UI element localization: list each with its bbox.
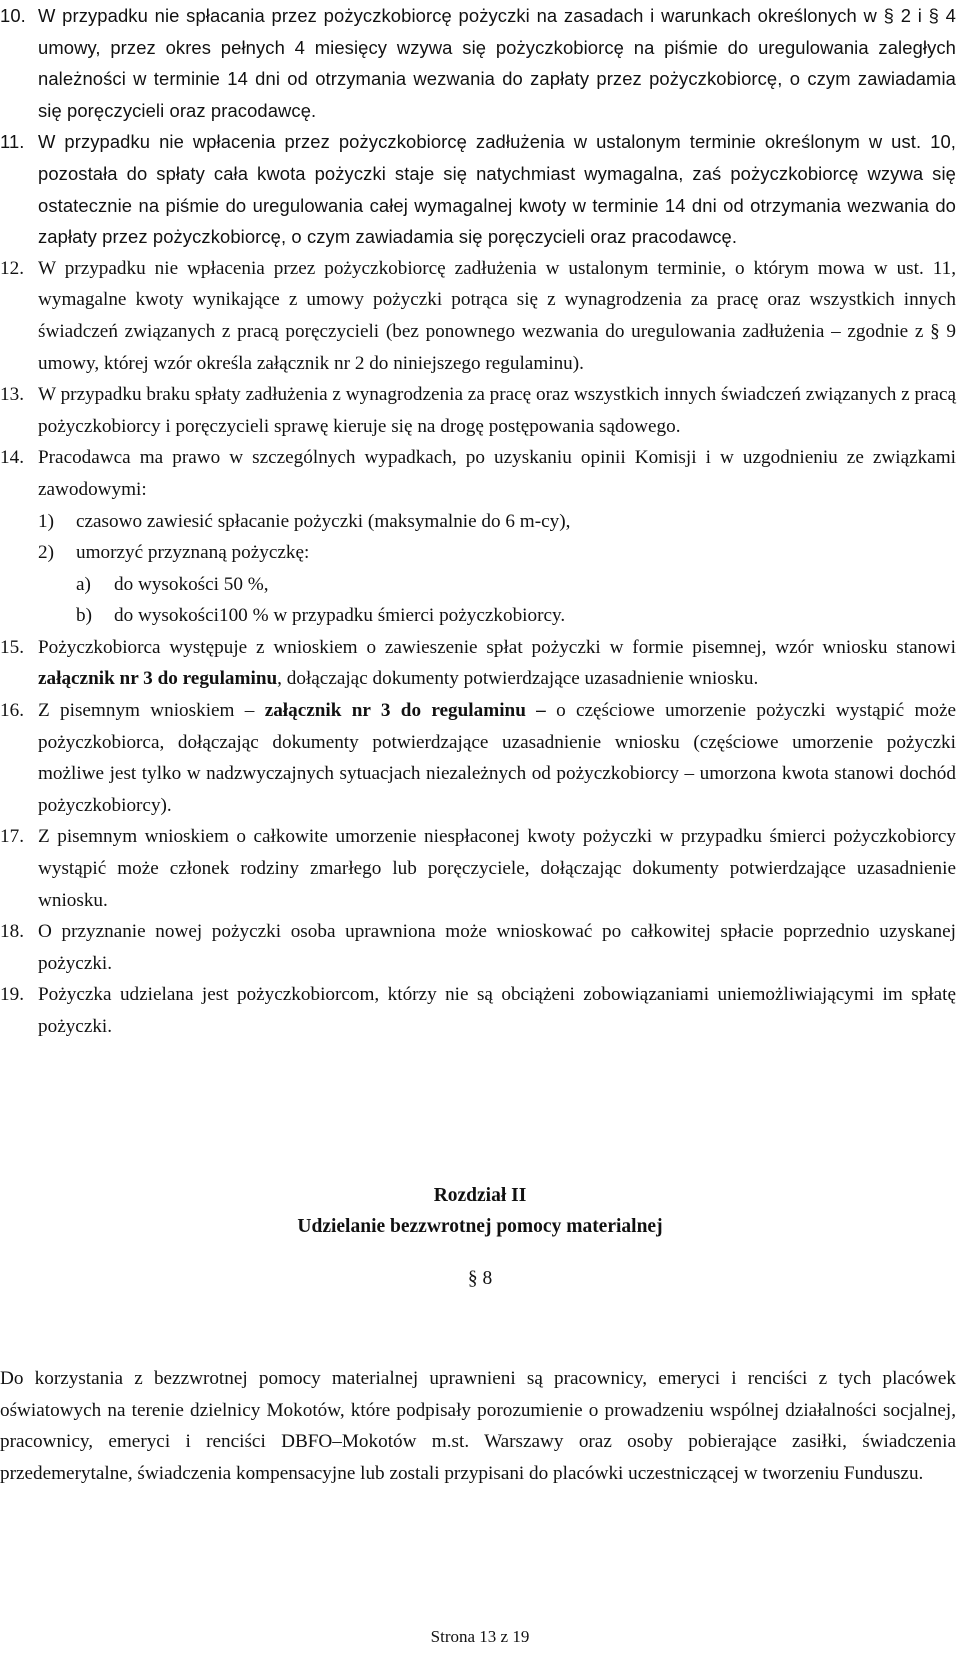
item-number: 18. <box>0 921 24 943</box>
item-text: W przypadku nie wpłacenia przez pożyczkobiorcę zadłużenia w ustalonym terminie określonym w ust. 10, pozostała do spłaty cała kwota pożyczki staje się natychmiast wymagalna, zaś pożyczkobiorcę wzywa się ostatecznie na piśmie do uregulowania całej wymagalnej kwoty w terminie 14 dni od otrzymania wezwania do zapłaty przez pożyczkobiorcę, o czym zawiadamia się poręczycieli oraz pracodawcę. <box>38 131 956 248</box>
item-number: 15. <box>0 636 24 658</box>
sub-sub-item-text: do wysokości 50 %, <box>114 573 269 595</box>
item-number: 14. <box>0 447 24 469</box>
list-item-16 <box>0 695 956 821</box>
chapter-title: Rozdział II <box>433 1185 527 1206</box>
list-item-17 <box>0 821 956 916</box>
item-number: 19. <box>0 984 24 1006</box>
item-text: O przyznanie nowej pożyczki osoba uprawniona może wnioskować po całkowitej spłacie poprzednio uzyskanej pożyczki. <box>38 921 956 974</box>
item-number: 11. <box>0 131 25 153</box>
page-number: Strona 13 z 19 <box>430 1627 530 1646</box>
item-number: 12. <box>0 257 24 279</box>
item-text: Z pisemnym wnioskiem o całkowite umorzenie niespłaconej kwoty pożyczki w przypadku śmierci pożyczkobiorcy wystąpić może członek rodziny zmarłego lub poręczyciele, dołączając dokumenty potwierdzające uzasadnienie wniosku. <box>38 826 956 911</box>
section-sign: § 8 <box>467 1268 493 1289</box>
sub-item-text: umorzyć przyznaną pożyczkę: <box>76 542 310 564</box>
item-number: 13. <box>0 384 24 406</box>
list-item-14 <box>0 442 956 632</box>
list-item-19 <box>0 979 956 1042</box>
sub-item-text: czasowo zawiesić spłacanie pożyczki (maksymalnie do 6 m-cy), <box>76 510 571 532</box>
item-text: W przypadku nie wpłacenia przez pożyczkobiorcę zadłużenia w ustalonym terminie, o którym mowa w ust. 11, wymagalne kwoty wynikające z umowy pożyczki potrąca się z wynagrodzenia za pracę oraz wszystkich innych świadczeń związanych z pracą poręczycieli (bez ponownego wezwania do uregulowania zadłużenia – zgodnie z § 9 umowy, której wzór określa załącznik nr 2 do niniejszego regulaminu). <box>38 257 956 374</box>
item-text: Pożyczka udzielana jest pożyczkobiorcom, którzy nie są obciążeni zobowiązaniami uniemożliwiającymi im spłatę pożyczki. <box>38 984 956 1037</box>
list-item-12 <box>0 253 956 379</box>
item-text-start: Z pisemnym wnioskiem – <box>38 700 265 722</box>
sub-item-number: 2) <box>38 542 54 564</box>
item-text: W przypadku braku spłaty zadłużenia z wynagrodzenia za pracę oraz wszystkich innych świadczeń związanych z pracą pożyczkobiorcy i poręczycieli sprawę kieruje się na drogę postępowania sądowego. <box>38 384 956 437</box>
sub-item-number: 1) <box>38 510 54 532</box>
item-text-start: Pożyczkobiorca występuje z wnioskiem o zawieszenie spłat pożyczki w formie pisemnej, wzór wniosku stanowi <box>38 636 956 658</box>
list-item-18 <box>0 916 956 979</box>
sub-sub-item-text: do wysokości100 % w przypadku śmierci pożyczkobiorcy. <box>114 605 566 627</box>
list-item-15 <box>0 632 956 695</box>
item-text: Pracodawca ma prawo w szczególnych wypadkach, po uzyskaniu opinii Komisji i w uzgodnieniu ze związkami zawodowymi: <box>38 447 956 500</box>
sub-sub-item-b <box>76 600 956 632</box>
list-item-13 <box>0 379 956 442</box>
list-item-11 <box>0 126 956 252</box>
sub-sub-item-letter: b) <box>76 605 92 627</box>
item-text-end: , dołączając dokumenty potwierdzające uzasadnienie wniosku. <box>277 668 759 690</box>
item-text: W przypadku nie spłacania przez pożyczkobiorcę pożyczki na zasadach i warunkach określonych w § 2 i § 4 umowy, przez okres pełnych 4 miesięcy wzywa się pożyczkobiorcę na piśmie do uregulowania zaległych należności w terminie 14 dni od otrzymania wezwania do zapłaty przez pożyczkobiorcę, o czym zawiadamia się poręczycieli oraz pracodawcę. <box>38 5 956 121</box>
sub-sub-item-letter: a) <box>76 573 91 595</box>
item-number: 16. <box>0 700 24 722</box>
item-text-end: o częściowe umorzenie pożyczki wystąpić może pożyczkobiorca, dołączając dokumenty potwierdzające uzasadnienie wniosku (częściowe umorzenie pożyczki możliwe jest tylko w nadzwyczajnych sytuacjach niezależnych od pożyczkobiorcy – umorzona kwota stanowi dochód pożyczkobiorcy). <box>38 700 956 816</box>
attachment-reference: załącznik nr 3 do regulaminu <box>38 668 278 690</box>
chapter-subtitle: Udzielanie bezzwrotnej pomocy materialnej <box>297 1216 663 1237</box>
section-body: Do korzystania z bezzwrotnej pomocy materialnej uprawnieni są pracownicy, emeryci i renciści z tych placówek oświatowych na terenie dzielnicy Mokotów, które podpisały porozumienie o prowadzeniu wspólnej działalności socjalnej, pracownicy, emeryci i renciści DBFO–Mokotów m.st. Warszawy oraz osoby pobierające zasiłki, świadczenia przedemerytalne, świadczenia kompensacyjne lub zostali przypisani do placówki uczestniczącej w tworzeniu Funduszu. <box>0 1368 956 1484</box>
sub-item-2 <box>38 537 956 632</box>
sub-sub-item-a <box>76 569 956 601</box>
list-item-10 <box>0 0 956 126</box>
item-number: 17. <box>0 826 24 848</box>
item-number: 10. <box>0 5 26 26</box>
sub-item-1 <box>38 506 956 538</box>
attachment-reference: załącznik nr 3 do regulaminu – <box>264 700 546 722</box>
